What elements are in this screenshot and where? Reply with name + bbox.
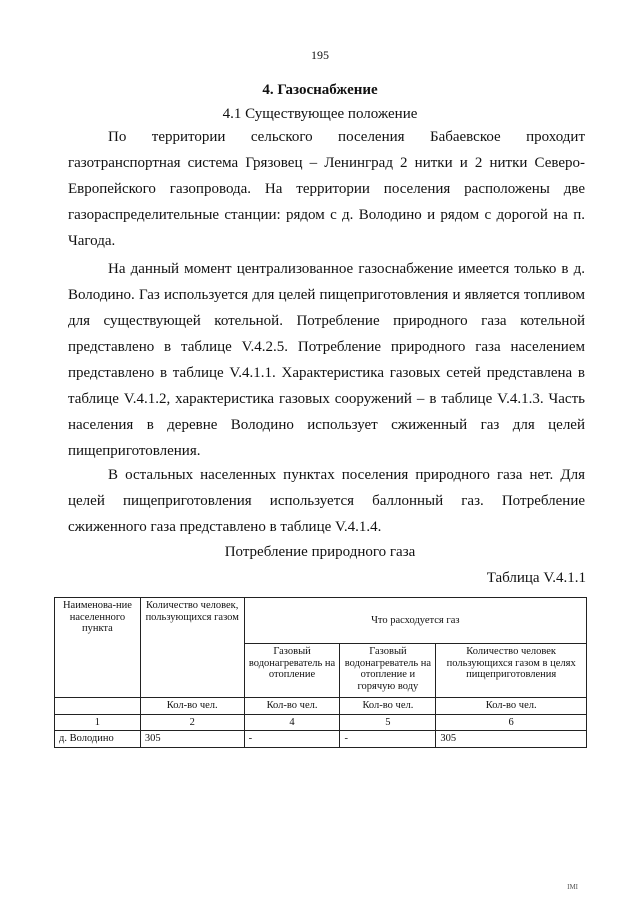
cell-heater-hot-water: -	[340, 731, 436, 748]
column-number: 4	[244, 714, 340, 731]
subsection-title: 4.1 Существующее положение	[222, 106, 418, 122]
table-column-number-row	[55, 714, 587, 731]
table-caption: Потребление природного газа	[224, 544, 416, 560]
paragraph-gas-supply: На данный момент централизованное газоснабжение имеется только в д. Володино. Газ используется для целей пищеприготовления и является топливом для существующей котельной. Потребление природного газа котельной представлено в таблице V.4.2.5. Потребление природного газа населением представлено в таблице V.4.1.1. Характеристика газовых сетей представлена в таблице V.4.1.2, характеристика газовых сооружений – в таблице V.4.1.3. Часть населения в деревне Володино использует сжиженный газ для целей пищеприготовления.	[68, 261, 585, 459]
table-unit-row	[55, 698, 587, 715]
cell-heater: -	[244, 731, 340, 748]
unit-cell-empty	[55, 698, 141, 715]
table-header-row	[55, 598, 587, 644]
paragraph-gas-transport: По территории сельского поселения Бабаевское проходит газотранспортная система Грязовец – Ленинград 2 нитки и 2 нитки Северо-Европейского газопровода. На территории поселения расположены две газораспределительные станции: рядом с д. Володино и рядом с дорогой на п. Чагода.	[68, 129, 585, 249]
table-row	[55, 731, 587, 748]
column-number: 6	[436, 714, 587, 731]
page-number: 195	[311, 48, 329, 62]
header-gas-usage-group: Что расходуется газ	[244, 598, 586, 644]
header-water-heater-hot-water: Газовый водонагреватель на отопление и горячую воду	[340, 644, 436, 698]
unit-cell: Кол-во чел.	[340, 698, 436, 715]
paragraph-bottled-gas: В остальных населенных пунктах поселения природного газа нет. Для целей пищеприготовления используется баллонный газ. Потребление сжиженного газа представлено в таблице V.4.1.4.	[68, 467, 585, 535]
unit-cell: Кол-во чел.	[140, 698, 244, 715]
cell-settlement: д. Володино	[55, 731, 141, 748]
section-title: 4. Газоснабжение	[262, 82, 378, 98]
unit-cell: Кол-во чел.	[244, 698, 340, 715]
header-settlement: Наименова-ние населенного пункта	[55, 598, 141, 698]
header-people-count: Количество человек, пользующихся газом	[140, 598, 244, 698]
column-number: 1	[55, 714, 141, 731]
cell-cooking: 305	[436, 731, 587, 748]
corner-mark: IMI	[567, 883, 578, 891]
cell-people: 305	[140, 731, 244, 748]
gas-consumption-table	[54, 597, 587, 748]
unit-cell: Кол-во чел.	[436, 698, 587, 715]
header-water-heater: Газовый водонагреватель на отопление	[244, 644, 340, 698]
column-number: 2	[140, 714, 244, 731]
table-number: Таблица V.4.1.1	[486, 570, 586, 586]
column-number: 5	[340, 714, 436, 731]
header-cooking-people: Количество человек пользующихся газом в целях пищеприготовления	[436, 644, 587, 698]
